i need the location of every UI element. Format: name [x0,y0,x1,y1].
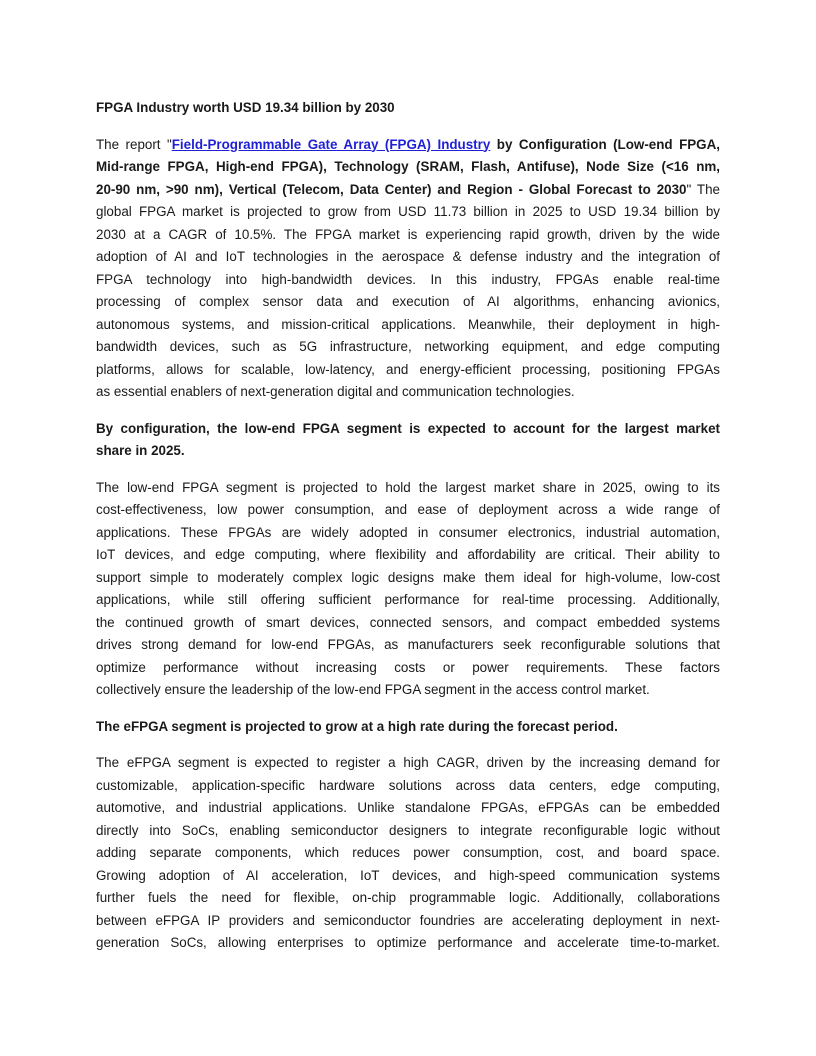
text-span: platforms, allows for scalable, low-latency, and energy-efficient processing, positioning FPGAs [96,361,720,377]
bold-text: 20-90 nm, >90 nm), Vertical (Telecom, Data Center) and Region - Global Forecast to 2030 [96,181,687,197]
document-page [96,97,720,969]
text-line [96,477,720,500]
text-line [96,752,720,775]
text-span: support simple to moderately complex logic designs make them ideal for high-volume, low-cost [96,569,720,585]
text-line [96,179,720,202]
text-line [96,544,720,567]
text-line [96,269,720,292]
text-span: optimize performance without increasing costs or power requirements. These factors [96,659,720,675]
text-span: FPGA technology into high-bandwidth devices. In this industry, FPGAs enable real-time [96,271,720,287]
text-span: global FPGA market is projected to grow from USD 11.73 billion in 2025 to USD 19.34 billion by [96,204,720,219]
text-span: generation SoCs, allowing enterprises to optimize performance and accelerate time-to-market. [96,935,720,950]
text-span: directly into SoCs, enabling semiconductor designers to integrate reconfigurable logic without [96,822,720,838]
text-line [96,134,720,157]
text-line [96,522,720,545]
bold-text: Mid-range FPGA, High-end FPGA), Technology (SRAM, Flash, Antifuse), Node Size (<16 nm, [96,159,720,174]
text-line [96,291,720,314]
text-line [96,418,720,441]
text-line [96,567,720,590]
text-line [96,440,720,463]
text-line [96,887,720,910]
text-span: collectively ensure the leadership of the low-end FPGA segment in the access control market. [96,682,650,697]
text-line [96,201,720,224]
paragraph [96,477,720,702]
text-line [96,679,720,702]
text-span: IoT devices, and edge computing, where flexibility and affordability are critical. Their ability to [96,547,720,562]
text-line [96,910,720,933]
text-line [96,224,720,247]
text-span: Growing adoption of AI acceleration, IoT devices, and high-speed communication systems [96,867,720,883]
text-span: cost-effectiveness, low power consumption, and ease of deployment across a wide range of [96,502,720,517]
text-span: applications, while still offering sufficient performance for real-time processing. Additionally, [96,592,720,607]
text-span: applications. These FPGAs are widely adopted in consumer electronics, industrial automation, [96,524,720,540]
text-span: automotive, and industrial applications. Unlike standalone FPGAs, eFPGAs can be embedded [96,800,720,815]
text-line [96,156,720,179]
text-line [96,775,720,798]
text-line [96,381,720,404]
paragraph [96,752,720,955]
text-span: 2030 at a CAGR of 10.5%. The FPGA market is experiencing rapid growth, driven by the wide [96,226,720,242]
text-span: between eFPGA IP providers and semiconductor foundries are accelerating deployment in next- [96,912,720,928]
text-span: processing of complex sensor data and execution of AI algorithms, enhancing avionics, [96,294,720,309]
text-span: as essential enablers of next-generation digital and communication technologies. [96,384,575,399]
text-line [96,336,720,359]
text-span: adding separate components, which reduces power consumption, cost, and board space. [96,845,720,860]
text-line [96,865,720,888]
text-line [96,797,720,820]
text-line [96,932,720,955]
text-span: adoption of AI and IoT technologies in the aerospace & defense industry and the integration of [96,249,720,264]
text-span: the continued growth of smart devices, connected sensors, and compact embedded systems [96,614,720,630]
text-span: The low-end FPGA segment is projected to hold the largest market share in 2025, owing to its [96,479,720,495]
text-line [96,634,720,657]
bold-text: The eFPGA segment is projected to grow at a high rate during the forecast period. [96,718,618,734]
paragraph [96,134,720,404]
bold-text: share in 2025. [96,443,185,458]
text-line [96,246,720,269]
text-line [96,842,720,865]
section-heading [96,418,720,463]
bold-text: by Configuration (Low-end FPGA, [490,136,720,152]
document-body [96,134,720,955]
text-line [96,657,720,680]
text-span: " The [686,181,720,197]
text-span: further fuels the need for flexible, on-chip programmable logic. Additionally, collaborations [96,890,720,905]
text-span: autonomous systems, and mission-critical applications. Meanwhile, their deployment in high- [96,316,720,332]
text-span: The report " [96,136,172,152]
bold-text: By configuration, the low-end FPGA segment is expected to account for the largest market [96,420,720,436]
text-span: bandwidth devices, such as 5G infrastructure, networking equipment, and edge computing [96,339,720,354]
text-line [96,314,720,337]
report-link[interactable]: Field-Programmable Gate Array (FPGA) Industry [171,136,491,152]
text-line [96,716,720,739]
text-line [96,612,720,635]
text-line [96,499,720,522]
text-line [96,820,720,843]
text-line [96,589,720,612]
text-span: drives strong demand for low-end FPGAs, as manufacturers seek reconfigurable solutions that [96,637,720,652]
text-span: customizable, application-specific hardware solutions across data centers, edge computing, [96,777,720,793]
section-heading [96,716,720,739]
text-span: The eFPGA segment is expected to register a high CAGR, driven by the increasing demand for [96,755,720,770]
text-line [96,359,720,382]
document-title: FPGA Industry worth USD 19.34 billion by 2030 [96,100,395,115]
